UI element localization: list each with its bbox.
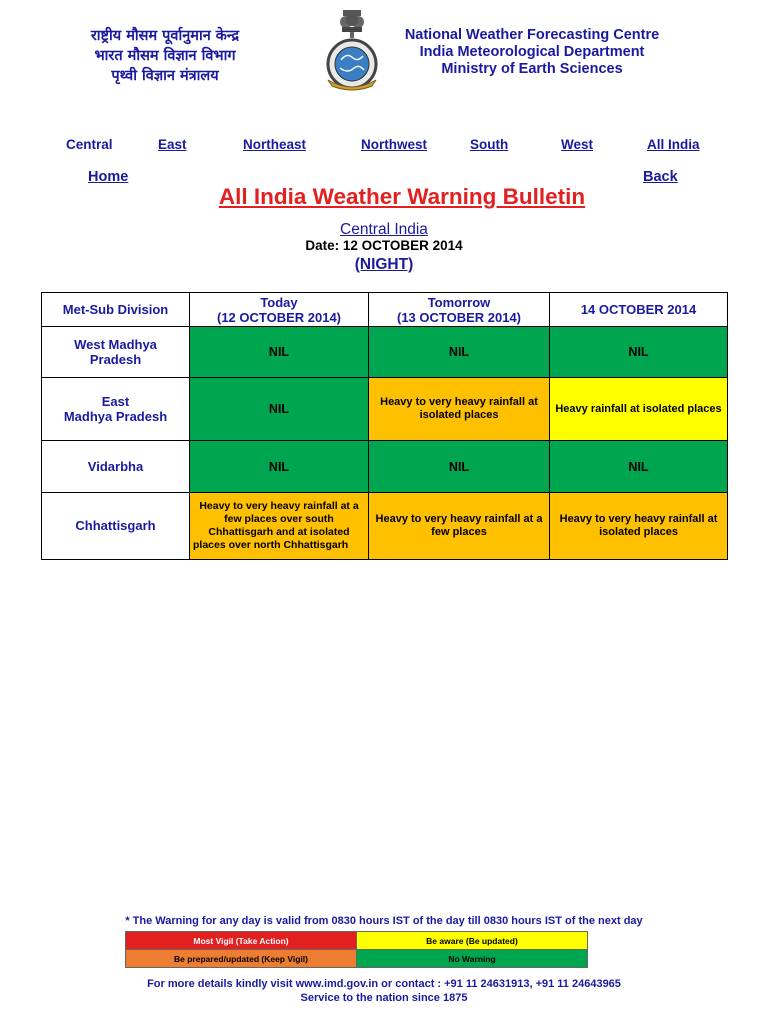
table-row [42,327,728,378]
warning-table [41,292,728,560]
header-line: India Meteorological Department [419,44,645,60]
header-cell: 14 OCTOBER 2014 [550,293,728,327]
hindi-line: राष्ट्रीय मौसम पूर्वानुमान केन्द्र [90,28,240,44]
legend-red: Most Vigil (Take Action) [126,932,357,950]
hindi-line: भारत मौसम विज्ञान विभाग [94,48,236,64]
legend-yellow: Be aware (Be updated) [357,932,588,950]
warning-cell: Heavy to very heavy rainfall at isolated places [550,493,728,560]
division-cell [42,378,190,441]
back-link[interactable]: Back [643,169,678,185]
warning-cell: NIL [190,378,369,441]
legend-green: No Warning [357,950,588,968]
nav-link-east[interactable]: East [158,137,187,152]
warning-cell: Heavy to very heavy rainfall at a few places over south Chhattisgarh and at isolated places over north Chhattisgarh [190,493,369,560]
nav-link-south[interactable]: South [470,137,509,152]
warning-cell: NIL [550,441,728,493]
bulletin-title: All India Weather Warning Bulletin [218,184,586,209]
warning-cell: Heavy rainfall at isolated places [550,378,728,441]
region-label: Central India [340,221,428,238]
nav-link-west[interactable]: West [561,137,594,152]
table-header-row [42,293,728,327]
tagline: Service to the nation since 1875 [300,992,468,1004]
table-row [42,493,728,560]
header-line: (13 OCTOBER 2014) [396,309,522,325]
division-cell: Chhattisgarh [42,493,190,560]
warning-cell: Heavy to very heavy rainfall at a few places [369,493,550,560]
warning-cell: NIL [190,441,369,493]
division-line: West Madhya [74,336,157,352]
nav-link-central[interactable]: Central [66,137,113,152]
bulletin-date: Date: 12 OCTOBER 2014 [305,238,463,253]
header-line: Today [260,294,298,310]
division-line: East [101,393,130,409]
legend-orange: Be prepared/updated (Keep Vigil) [126,950,357,968]
division-line: Madhya Pradesh [63,409,168,424]
header-line: National Weather Forecasting Centre [404,27,660,43]
bulletin-period: (NIGHT) [354,256,414,273]
validity-note: * The Warning for any day is valid from 0830 hours IST of the day till 0830 hours IST of the next day [125,915,643,927]
warning-cell: NIL [190,327,369,378]
division-cell: Vidarbha [42,441,190,493]
warning-cell: NIL [369,441,550,493]
header-cell [190,293,369,327]
nav-link-northwest[interactable]: Northwest [361,137,428,152]
table-row [42,441,728,493]
nav-link-all-india[interactable]: All India [647,137,700,152]
division-line: Pradesh [89,352,142,367]
header-line: Tomorrow [427,294,491,310]
footer [0,977,768,1005]
home-link[interactable]: Home [88,169,129,185]
header-line: (12 OCTOBER 2014) [216,309,342,325]
warning-cell: NIL [550,327,728,378]
table-row [42,378,728,441]
imd-emblem-logo [318,8,386,92]
nav-link-northeast[interactable]: Northeast [243,137,307,152]
contact-line: For more details kindly visit www.imd.gov.in or contact : +91 11 24631913, +91 11 24643965 [147,978,621,990]
warning-cell: NIL [369,327,550,378]
hindi-line: पृथ्वी विज्ञान मंत्रालय [111,68,219,84]
header-cell [369,293,550,327]
header-line: Ministry of Earth Sciences [441,61,623,77]
color-legend [125,931,588,968]
header-cell: Met-Sub Division [42,293,190,327]
hindi-header [40,26,290,86]
warning-cell: Heavy to very heavy rainfall at isolated places [369,378,550,441]
english-header [382,27,682,78]
division-cell [42,327,190,378]
